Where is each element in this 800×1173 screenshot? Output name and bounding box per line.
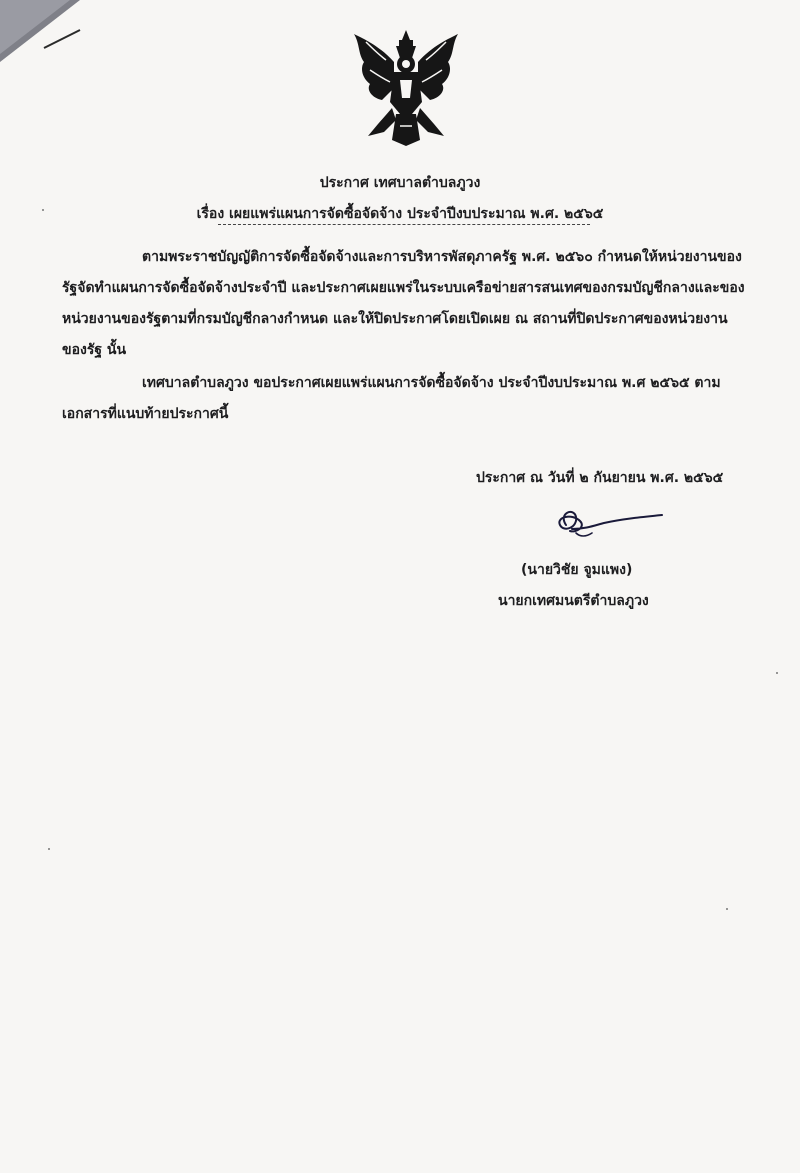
document-subject: เรื่อง เผยแพร่แผนการจัดซื้อจัดจ้าง ประจำปีงบประมาณ พ.ศ. ๒๕๖๕ [196,206,604,222]
signer-name: (นายวิชัย จูมแพง) [521,562,633,578]
document-title: ประกาศ เทศบาลตำบลภูวง [319,175,481,191]
scan-speck [42,209,44,211]
scan-speck [776,672,778,674]
body-paragraph-1: ตามพระราชบัญญัติการจัดซื้อจัดจ้างและการบริหารพัสดุภาครัฐ พ.ศ. ๒๕๖๐ กำหนดให้หน่วยงานของรัฐจัดทำแผนการจัดซื้อจัดจ้างประจำปี และประกาศเผยแพร่ในระบบเครือข่ายสารสนเทศของกรมบัญชีกลางและของหน่วยงานของรัฐตามที่กรมบัญชีกลางกำหนด และให้ปิดประกาศโดยเปิดเผย ณ สถานที่ปิดประกาศของหน่วยงานของรัฐ นั้น [62,249,745,358]
scan-speck [48,848,50,850]
signer-position: นายกเทศมนตรีตำบลภูวง [498,593,649,609]
subject-divider [218,224,590,225]
scan-speck [726,908,728,910]
folded-corner-shadow [0,0,90,70]
garuda-emblem-icon [350,28,462,148]
handwritten-signature-icon [546,503,664,545]
body-paragraph-2: เทศบาลตำบลภูวง ขอประกาศเผยแพร่แผนการจัดซื้อจัดจ้าง ประจำปีงบประมาณ พ.ศ ๒๕๖๕ ตามเอกสารที่แนบท้ายประกาศนี้ [62,375,721,422]
announcement-date: ประกาศ ณ วันที่ ๒ กันยายน พ.ศ. ๒๕๖๕ [476,470,724,486]
